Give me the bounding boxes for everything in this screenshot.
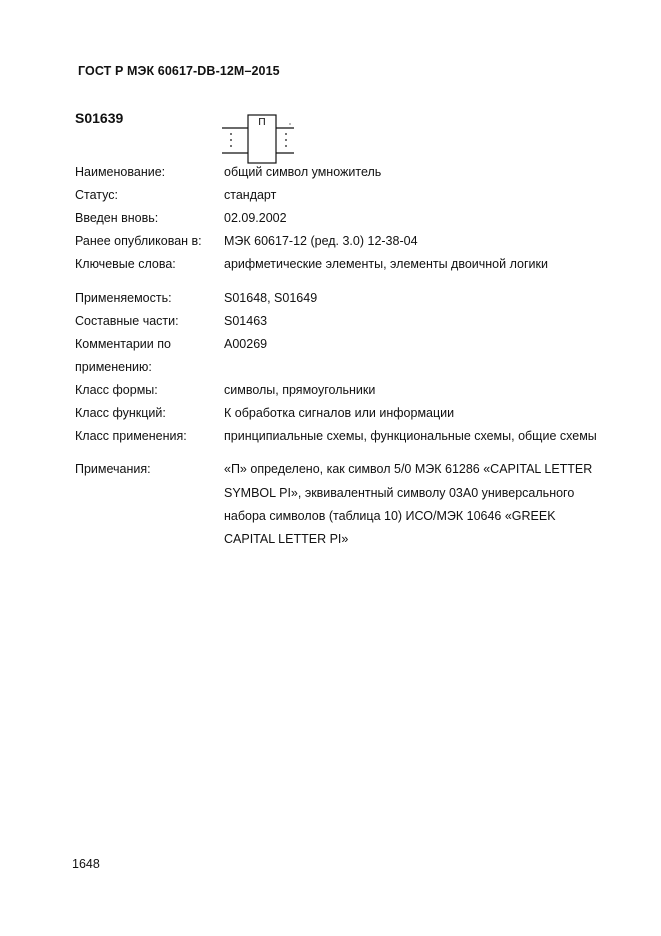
symbol-glyph: П xyxy=(258,117,266,128)
symbol-code: S01639 xyxy=(75,110,124,126)
field-label: Ранее опубликован в: xyxy=(75,234,202,248)
field-label: Применяемость: xyxy=(75,291,172,305)
field-label: применению: xyxy=(75,360,152,374)
input-dots xyxy=(230,133,232,147)
page-number: 1648 xyxy=(72,857,100,871)
field-value: принципиальные схемы, функциональные схемы, общие схемы xyxy=(224,429,597,443)
output-dots xyxy=(285,133,287,147)
field-label: Класс формы: xyxy=(75,383,158,397)
field-value: символы, прямоугольники xyxy=(224,383,376,397)
document-header: ГОСТ Р МЭК 60617-DB-12M–2015 xyxy=(78,64,280,78)
field-value: S01648, S01649 xyxy=(224,291,318,305)
field-label: Статус: xyxy=(75,188,118,202)
field-value: SYMBOL PI», эквивалентный символу 03A0 универсального xyxy=(224,486,575,500)
output-marker-dot xyxy=(289,123,290,124)
field-label: Ключевые слова: xyxy=(75,257,176,271)
field-label: Примечания: xyxy=(75,462,151,476)
field-value: CAPITAL LETTER PI» xyxy=(224,532,349,546)
field-label: Составные части: xyxy=(75,314,179,328)
field-value: 02.09.2002 xyxy=(224,211,287,225)
field-value: К обработка сигналов или информации xyxy=(224,406,455,420)
field-value: МЭК 60617-12 (ред. 3.0) 12-38-04 xyxy=(224,234,418,248)
field-value: набора символов (таблица 10) ИСО/МЭК 10646 «GREEK xyxy=(224,509,556,523)
field-label: Класс применения: xyxy=(75,429,187,443)
field-label: Комментарии по xyxy=(75,337,171,351)
field-label: Наименование: xyxy=(75,165,166,179)
field-label: Класс функций: xyxy=(75,406,166,420)
multiplier-symbol-diagram xyxy=(222,112,294,166)
field-value: стандарт xyxy=(224,188,277,202)
field-value: A00269 xyxy=(224,337,268,351)
field-label: Введен вновь: xyxy=(75,211,159,225)
field-value: «П» определено, как символ 5/0 МЭК 61286 «CAPITAL LETTER xyxy=(224,462,593,476)
field-value: арифметические элементы, элементы двоичной логики xyxy=(224,257,548,271)
field-value: S01463 xyxy=(224,314,268,328)
field-value: общий символ умножитель xyxy=(224,165,382,179)
